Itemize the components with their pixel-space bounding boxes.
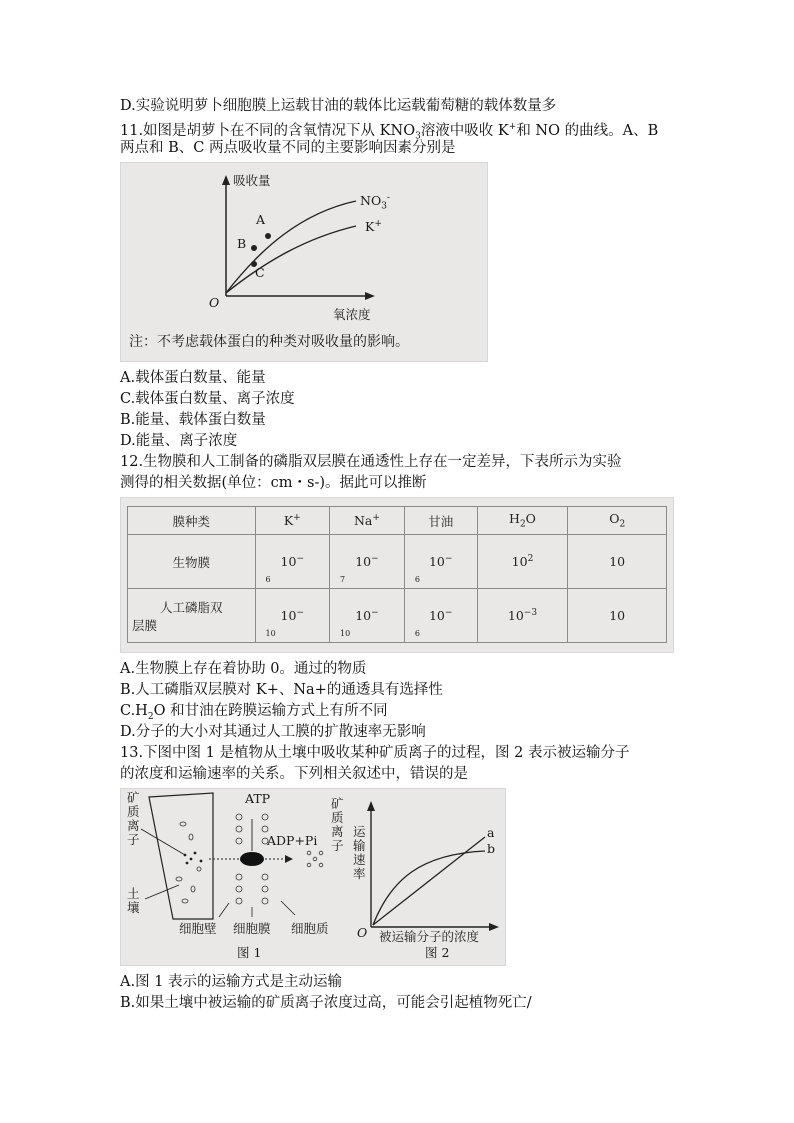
q12-option-c: $C.H_2O$ 和甘油在跨膜运输方式上有所不同 (120, 703, 388, 722)
table-header-type: 膜种类 (128, 507, 256, 535)
table-row2-glycerol: 10− 6 (404, 589, 477, 643)
fig13-cytoplasm: 细胞质 (291, 921, 329, 936)
q12-option-d: D.分子的大小对其通过人工膜的扩散速率无影响 (120, 724, 426, 740)
table-row1-glycerol: 10− 6 (404, 535, 477, 589)
q11-option-d: D.能量、离子浓度 (120, 433, 238, 449)
figure-11 (120, 162, 488, 362)
fig13-origin: O (357, 925, 368, 940)
fig11-xlabel: 氧浓度 (333, 307, 371, 322)
q13-option-a: A.图 1 表示的运输方式是主动运输 (120, 974, 343, 990)
table-row2-k: 10− 10 (255, 589, 329, 643)
fig11-note: 注：不考虑载体蛋白的种类对吸收量的影响。 (129, 334, 409, 350)
question-12-line2: 测得的相关数据(单位：cm・s-)。据此可以推断 (120, 475, 427, 491)
table-header-o2: $O_2$ (568, 507, 667, 535)
fig11-point-c: C (255, 265, 265, 280)
fig13-fig1-caption: 图 1 (237, 945, 262, 960)
option-d-prev: D.实验说明萝卜细胞膜上运载甘油的载体比运载葡萄糖的载体数量多 (120, 98, 557, 114)
table-row1-name: 生物膜 (128, 535, 256, 589)
question-11-line2: 两点和 B、C 两点吸收量不同的主要影响因素分别是 (120, 140, 456, 156)
fig11-curve-k: K+ (365, 219, 382, 235)
fig13-ions-right: 矿 质 离 子 (331, 796, 344, 853)
fig13-curve-a: a (487, 825, 495, 840)
fig11-point-a: A (256, 212, 266, 227)
fig13-soil-label: 土 壤 (127, 886, 140, 915)
q11-option-a: A.载体蛋白数量、能量 (120, 370, 266, 386)
table-row1-k: 10− 6 (255, 535, 329, 589)
fig11-ylabel: 吸收量 (233, 173, 271, 188)
fig13-curve-b: b (487, 841, 496, 856)
question-13-line2: 的浓度和运输速率的关系。下列相关叙述中，错误的是 (120, 766, 468, 782)
table-header-glycerol: 甘油 (404, 507, 477, 535)
table-12 (120, 497, 674, 653)
q13-option-b: B.如果土壤中被运输的矿质离子浓度过高，可能会引起植物死亡/ (120, 995, 532, 1011)
fig13-adp: ADP+Pi (267, 833, 318, 848)
fig13-cell-membrane: 细胞膜 (233, 921, 271, 936)
fig11-point-b: B (237, 236, 247, 251)
table-header-na: Na+ (330, 507, 405, 535)
q11-option-c: C.载体蛋白数量、离子浓度 (120, 391, 295, 407)
table-row1-na: 10− 7 (330, 535, 405, 589)
fig11-origin: O (209, 295, 220, 310)
question-13-line1: 13.下图中图 1 是植物从土壤中吸收某种矿质离子的过程，图 2 表示被运输分子 (120, 745, 630, 761)
figure-13 (120, 788, 506, 966)
table-header-k: K+ (255, 507, 329, 535)
table-row1-h2o: $10^2$ (477, 535, 568, 589)
fig13-ions-label: 矿 质 离 子 (127, 790, 140, 847)
q12-option-a: A.生物膜上存在着协助 0。通过的物质 (120, 661, 367, 677)
question-12-line1: 12.生物膜和人工制备的磷脂双层膜在通透性上存在一定差异，下表所示为实验 (120, 454, 622, 470)
table-row2-na: 10− 10 (330, 589, 405, 643)
table-row2-h2o: $10^{-3}$ (477, 589, 568, 643)
fig13-atp: ATP (245, 791, 271, 806)
table-row1-o2: 10 (568, 535, 667, 589)
q12-option-b: B.人工磷脂双层膜对 K+、Na+的通透具有选择性 (120, 682, 443, 698)
question-11-line1: 11.如图是胡萝卜在不同的含氧情况下从 $KNO_3$溶液中吸收 K+和 NO 的曲线。A、B (120, 122, 659, 142)
fig13-xlabel: 被运输分子的浓度 (379, 929, 480, 944)
fig13-ylabel: 运输速率 (353, 824, 366, 881)
fig11-curve-no3: $NO_3^-$ (360, 193, 390, 212)
fig13-cell-wall: 细胞壁 (179, 921, 217, 936)
fig13-fig2-caption: 图 2 (425, 945, 450, 960)
table-row2-o2: 10 (568, 589, 667, 643)
table-header-h2o: $H_2O$ (477, 507, 568, 535)
table-row2-name: 人工磷脂双 层膜 (128, 589, 256, 643)
q11-option-b: B.能量、载体蛋白数量 (120, 412, 266, 428)
